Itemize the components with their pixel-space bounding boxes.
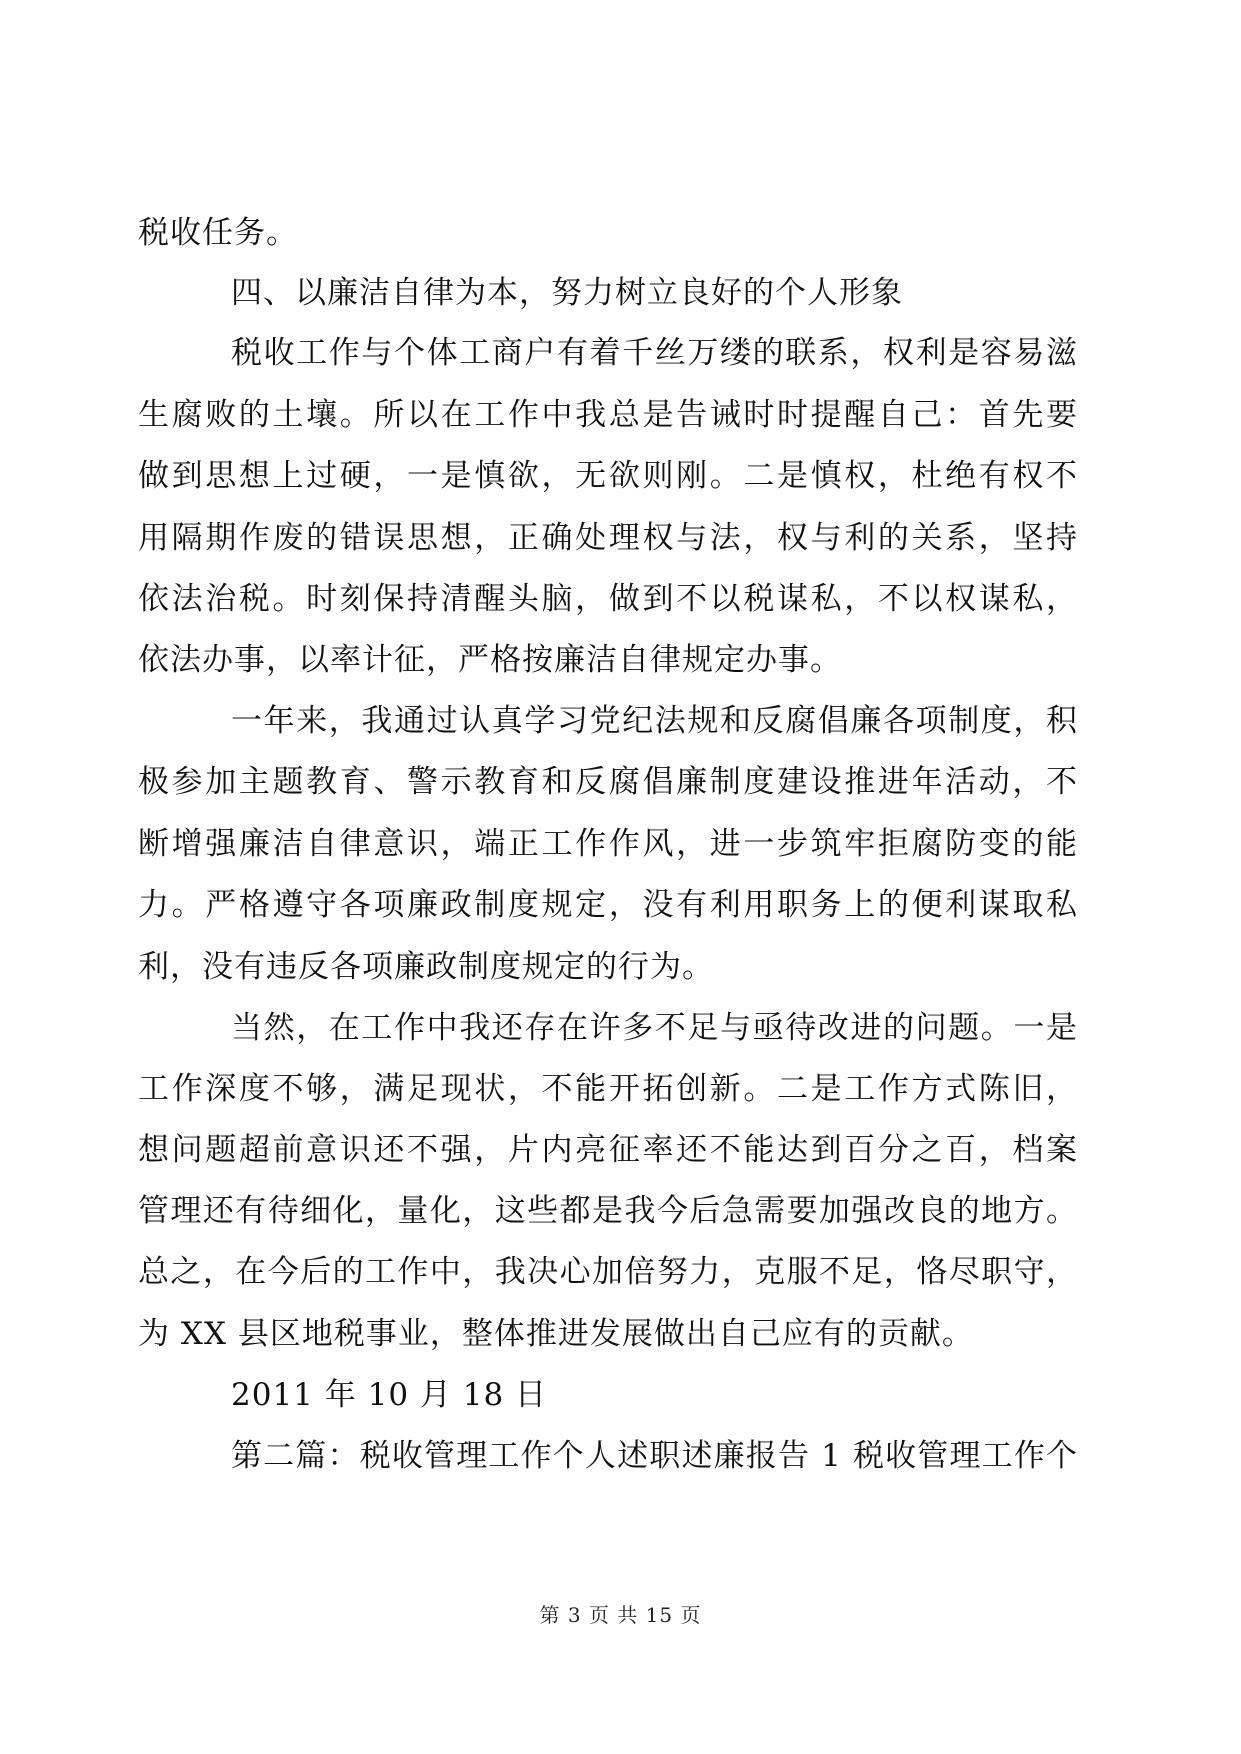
paragraph-line: 做到思想上过硬，一是慎欲，无欲则刚。二是慎权，杜绝有权不 — [138, 458, 1078, 494]
paragraph-line: 断增强廉洁自律意识，端正工作作风，进一步筑牢拒腐防变的能 — [138, 826, 1078, 862]
paragraph-line: 管理还有待细化，量化，这些都是我今后急需要加强改良的地方。 — [138, 1193, 1078, 1229]
paragraph-line: 总之，在今后的工作中，我决心加倍努力，克服不足，恪尽职守， — [138, 1254, 1078, 1290]
paragraph-line: 税收工作与个体工商户有着千丝万缕的联系，权利是容易滋 — [231, 335, 1078, 371]
paragraph-line: 用隔期作废的错误思想，正确处理权与法，权与利的关系，坚持 — [138, 520, 1078, 556]
paragraph-line: 力。严格遵守各项廉政制度规定，没有利用职务上的便利谋取私 — [138, 887, 1078, 923]
paragraph-line: 极参加主题教育、警示教育和反腐倡廉制度建设推进年活动，不 — [138, 764, 1078, 800]
paragraph-line: 依法办事，以率计征，严格按廉洁自律规定办事。 — [138, 642, 842, 678]
next-section-title: 第二篇：税收管理工作个人述职述廉报告 1 税收管理工作个 — [231, 1438, 1078, 1474]
paragraph-line: 工作深度不够，满足现状，不能开拓创新。二是工作方式陈旧， — [138, 1071, 1078, 1107]
paragraph-line: 当然，在工作中我还存在许多不足与亟待改进的问题。一是 — [231, 1010, 1078, 1046]
paragraph-line: 生腐败的土壤。所以在工作中我总是告诫时时提醒自己：首先要 — [138, 397, 1078, 433]
paragraph-line: 税收任务。 — [138, 215, 298, 251]
paragraph-line: 想问题超前意识还不强，片内亮征率还不能达到百分之百，档案 — [138, 1132, 1078, 1168]
paragraph-line: 为 XX 县区地税事业，整体推进发展做出自己应有的贡献。 — [138, 1316, 974, 1352]
paragraph-line: 利，没有违反各项廉政制度规定的行为。 — [138, 949, 714, 985]
document-date: 2011 年 10 月 18 日 — [231, 1377, 548, 1413]
paragraph-line: 依法治税。时刻保持清醒头脑，做到不以税谋私，不以权谋私， — [138, 581, 1078, 617]
paragraph-line: 一年来，我通过认真学习党纪法规和反腐倡廉各项制度，积 — [231, 703, 1078, 739]
page-footer: 第 3 页 共 15 页 — [539, 1603, 702, 1627]
section-heading: 四、以廉洁自律为本，努力树立良好的个人形象 — [231, 275, 903, 311]
